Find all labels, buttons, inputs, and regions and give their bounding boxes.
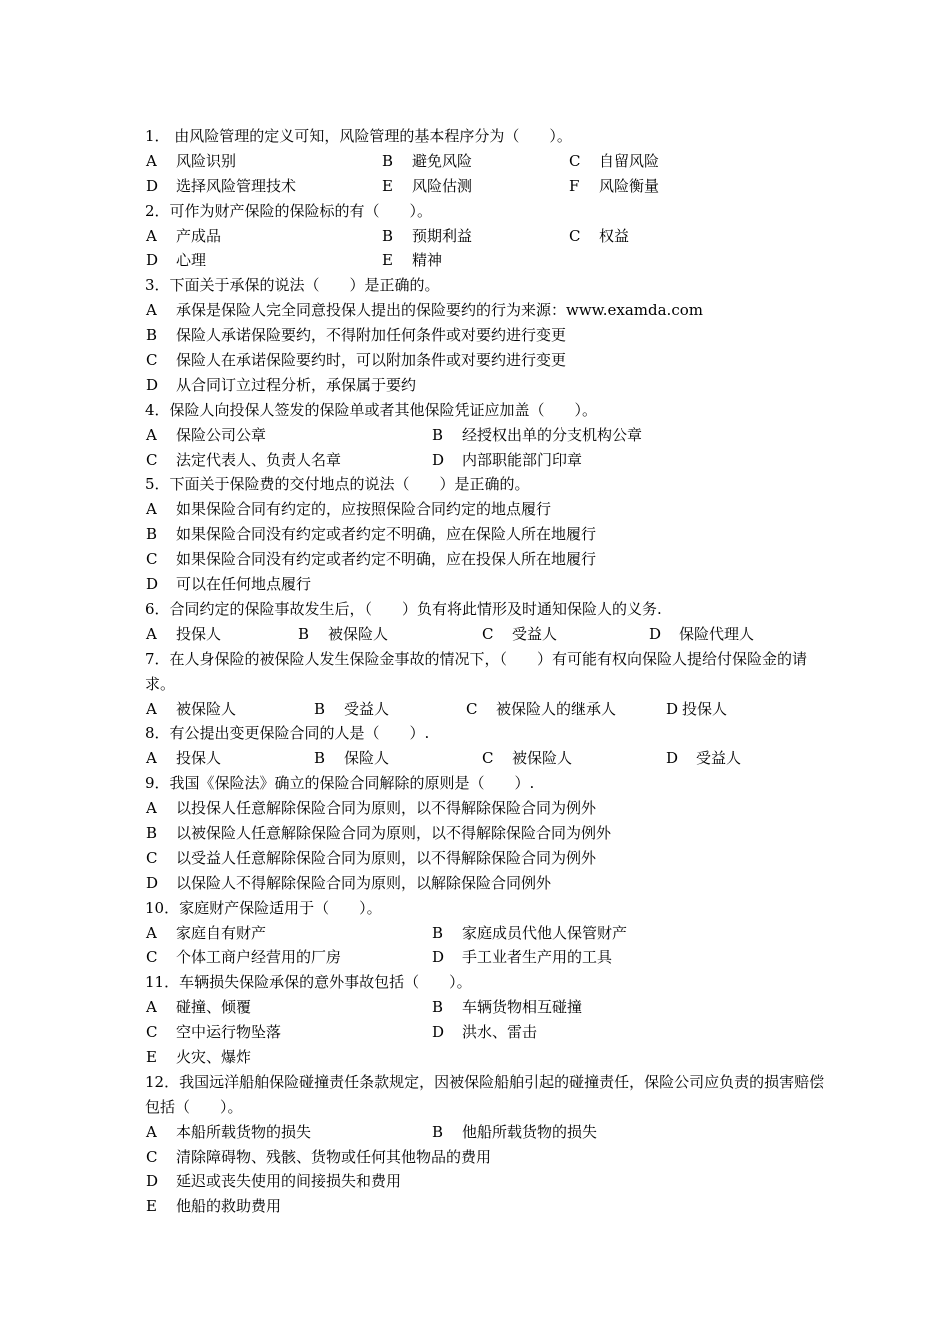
question-4-stem: 4．保险人向投保人签发的保险单或者其他保险凭证应加盖（ ）。 xyxy=(145,400,598,419)
question-12-stem: 12．我国远洋船舶保险碰撞责任条款规定，因被保险船舶引起的碰撞责任，保险公司应负责的损害赔偿包括（ ）。 xyxy=(145,1072,825,1116)
question-10-stem: 10．家庭财产保险适用于（ ）。 xyxy=(145,898,382,917)
question-3-option-row xyxy=(143,298,833,323)
option-b xyxy=(143,522,596,547)
option-letter: B xyxy=(146,823,158,842)
question-2-option-row xyxy=(143,248,833,273)
question-4-option-row xyxy=(143,423,833,448)
option-letter: C xyxy=(569,151,581,170)
question-11-option-row xyxy=(143,1045,833,1070)
option-letter: A xyxy=(146,226,157,245)
option-text: 保险公司公章 xyxy=(176,425,267,444)
option-letter: D xyxy=(649,624,662,643)
option-d xyxy=(429,945,612,970)
option-c xyxy=(479,746,572,771)
question-11-option-row xyxy=(143,1020,833,1045)
option-text: 被保险人 xyxy=(512,749,573,768)
option-a xyxy=(143,298,703,323)
option-letter: C xyxy=(146,550,158,569)
question-12-option-row xyxy=(143,1194,833,1219)
option-text: 经授权出单的分支机构公章 xyxy=(462,425,643,444)
question-6-option-row xyxy=(143,622,833,647)
option-a xyxy=(143,224,221,249)
option-letter: A xyxy=(146,500,157,519)
option-text: 法定代表人、负责人名章 xyxy=(176,450,342,469)
option-b xyxy=(311,746,389,771)
option-letter: A xyxy=(146,998,157,1017)
option-a xyxy=(143,423,266,448)
option-d xyxy=(143,373,416,398)
option-text: 投保人 xyxy=(176,749,222,768)
option-text: 保险代理人 xyxy=(679,624,755,643)
option-text: 可以在任何地点履行 xyxy=(176,575,312,594)
option-c xyxy=(143,1020,281,1045)
option-text: 延迟或丧失使用的间接损失和费用 xyxy=(176,1172,402,1191)
question-12-option-row xyxy=(143,1145,833,1170)
question-12-option-row xyxy=(143,1169,833,1194)
option-b xyxy=(429,995,582,1020)
option-c xyxy=(143,448,341,473)
option-text: 火灾、爆炸 xyxy=(176,1047,252,1066)
option-letter: B xyxy=(382,226,394,245)
option-letter: E xyxy=(382,251,393,270)
option-b xyxy=(143,323,566,348)
option-text: 如果保险合同没有约定或者约定不明确，应在保险人所在地履行 xyxy=(176,525,597,544)
option-text: 投保人 xyxy=(682,699,728,718)
question-9-option-row xyxy=(143,821,833,846)
option-c xyxy=(143,1145,491,1170)
option-e xyxy=(379,248,442,273)
option-letter: C xyxy=(146,450,158,469)
option-text: 保险人在承诺保险要约时，可以附加条件或对要约进行变更 xyxy=(176,351,567,370)
option-letter: A xyxy=(146,923,157,942)
option-letter: E xyxy=(382,176,393,195)
option-letter: E xyxy=(146,1047,157,1066)
option-text: 被保险人的继承人 xyxy=(496,699,617,718)
question-1-option-row xyxy=(143,174,833,199)
question-3-option-row xyxy=(143,323,833,348)
option-text: 洪水、雷击 xyxy=(462,1023,538,1042)
option-letter: D xyxy=(432,948,445,967)
option-a xyxy=(143,796,596,821)
question-2-option-row xyxy=(143,224,833,249)
option-letter: D xyxy=(146,375,159,394)
option-c xyxy=(566,149,659,174)
question-8-option-row xyxy=(143,746,833,771)
option-letter: C xyxy=(146,1023,158,1042)
question-11-option-row xyxy=(143,995,833,1020)
question-2-stem: 2．可作为财产保险的保险标的有（ ）。 xyxy=(145,201,433,220)
option-letter: B xyxy=(298,624,310,643)
option-text: 受益人 xyxy=(512,624,558,643)
question-5-option-row xyxy=(143,497,833,522)
option-a xyxy=(143,995,251,1020)
option-text: 从合同订立过程分析，承保属于要约 xyxy=(176,375,417,394)
option-letter: C xyxy=(466,699,478,718)
option-letter: D xyxy=(666,699,679,718)
option-letter: C xyxy=(146,351,158,370)
option-text: 个体工商户经营用的厂房 xyxy=(176,948,342,967)
option-a xyxy=(143,497,551,522)
option-d xyxy=(646,622,754,647)
option-a xyxy=(143,746,221,771)
option-d xyxy=(143,248,206,273)
option-text: 风险估测 xyxy=(412,176,473,195)
question-1-stem: 1． 由风险管理的定义可知，风险管理的基本程序分为（ ）。 xyxy=(145,127,572,145)
option-letter: B xyxy=(314,699,326,718)
option-text: 空中运行物坠落 xyxy=(176,1023,282,1042)
option-c xyxy=(463,697,616,722)
option-c xyxy=(143,945,341,970)
option-text: 如果保险合同有约定的，应按照保险合同约定的地点履行 xyxy=(176,500,552,519)
option-d xyxy=(666,697,727,722)
option-b xyxy=(143,821,611,846)
question-7-stem: 7．在人身保险的被保险人发生保险金事故的情况下，（ ）有可能有权向保险人提给付保险金的请求。 xyxy=(145,649,808,693)
option-letter: D xyxy=(146,176,159,195)
option-letter: B xyxy=(432,923,444,942)
question-3-option-row xyxy=(143,373,833,398)
option-text: 他船所载货物的损失 xyxy=(462,1122,598,1141)
option-letter: D xyxy=(146,575,159,594)
option-d xyxy=(143,174,296,199)
question-8-stem: 8．有公提出变更保险合同的人是（ ）. xyxy=(145,724,430,743)
option-letter: C xyxy=(146,848,158,867)
option-b xyxy=(379,149,472,174)
option-c xyxy=(143,846,596,871)
option-d xyxy=(429,1020,537,1045)
option-text: 避免风险 xyxy=(412,151,473,170)
option-b xyxy=(429,423,642,448)
option-d xyxy=(143,1169,401,1194)
option-text: 投保人 xyxy=(176,624,222,643)
option-text: 受益人 xyxy=(344,699,390,718)
option-text: 保险人承诺保险要约，不得附加任何条件或对要约进行变更 xyxy=(176,326,567,345)
option-letter: D xyxy=(146,251,159,270)
option-text: 手工业者生产用的工具 xyxy=(462,948,613,967)
option-letter: D xyxy=(146,1172,159,1191)
option-a xyxy=(143,921,266,946)
option-letter: B xyxy=(432,998,444,1017)
option-c xyxy=(143,348,566,373)
option-letter: A xyxy=(146,699,157,718)
option-letter: C xyxy=(569,226,581,245)
option-c xyxy=(143,547,596,572)
question-9-option-row xyxy=(143,796,833,821)
option-c xyxy=(566,224,629,249)
option-text: 车辆货物相互碰撞 xyxy=(462,998,583,1017)
option-text: 风险衡量 xyxy=(599,176,660,195)
question-9-option-row xyxy=(143,846,833,871)
option-text: 受益人 xyxy=(696,749,742,768)
option-text: 自留风险 xyxy=(599,151,660,170)
option-a xyxy=(143,149,236,174)
option-text: 选择风险管理技术 xyxy=(176,176,297,195)
option-letter: D xyxy=(666,749,679,768)
option-text: 被保险人 xyxy=(176,699,237,718)
option-letter: A xyxy=(146,425,157,444)
option-letter: A xyxy=(146,749,157,768)
question-9-option-row xyxy=(143,871,833,896)
option-letter: B xyxy=(146,326,158,345)
question-5-option-row xyxy=(143,522,833,547)
option-letter: E xyxy=(146,1197,157,1216)
option-letter: C xyxy=(482,749,494,768)
question-10-option-row xyxy=(143,945,833,970)
option-letter: B xyxy=(432,425,444,444)
option-letter: A xyxy=(146,301,157,320)
option-letter: A xyxy=(146,151,157,170)
option-letter: A xyxy=(146,799,157,818)
question-7-option-row xyxy=(143,697,833,722)
question-1-option-row xyxy=(143,149,833,174)
option-letter: B xyxy=(146,525,158,544)
option-text: 家庭自有财产 xyxy=(176,923,267,942)
option-letter: D xyxy=(432,1023,445,1042)
option-d xyxy=(429,448,582,473)
option-letter: D xyxy=(146,873,159,892)
option-text: 如果保险合同没有约定或者约定不明确，应在投保人所在地履行 xyxy=(176,550,597,569)
option-d xyxy=(663,746,741,771)
option-a xyxy=(143,697,236,722)
option-a xyxy=(143,622,221,647)
option-text: 风险识别 xyxy=(176,151,237,170)
option-letter: A xyxy=(146,1122,157,1141)
option-text: 被保险人 xyxy=(328,624,389,643)
option-text: 心理 xyxy=(176,251,207,270)
question-list xyxy=(143,124,833,1219)
option-e xyxy=(379,174,472,199)
option-letter: C xyxy=(482,624,494,643)
question-3-stem: 3．下面关于承保的说法（ ）是正确的。 xyxy=(145,276,440,295)
question-5-option-row xyxy=(143,572,833,597)
option-b xyxy=(311,697,389,722)
option-text: 以受益人任意解除保险合同为原则，以不得解除保险合同为例外 xyxy=(176,848,597,867)
question-9-stem: 9．我国《保险法》确立的保险合同解除的原则是（ ）. xyxy=(145,774,535,793)
option-text: 以投保人任意解除保险合同为原则，以不得解除保险合同为例外 xyxy=(176,799,597,818)
option-text: 他船的救助费用 xyxy=(176,1197,282,1216)
question-6-stem: 6．合同约定的保险事故发生后，（ ）负有将此情形及时通知保险人的义务. xyxy=(145,599,662,618)
option-e xyxy=(143,1194,281,1219)
option-d xyxy=(143,871,551,896)
option-text: 权益 xyxy=(599,226,630,245)
option-letter: B xyxy=(382,151,394,170)
option-text: 碰撞、倾覆 xyxy=(176,998,252,1017)
option-c xyxy=(479,622,557,647)
option-letter: F xyxy=(569,176,580,195)
option-text: 承保是保险人完全同意投保人提出的保险要约的行为来源：www.examda.com xyxy=(176,301,703,320)
option-e xyxy=(143,1045,251,1070)
option-b xyxy=(429,1120,597,1145)
question-5-stem: 5．下面关于保险费的交付地点的说法（ ）是正确的。 xyxy=(145,475,530,494)
option-text: 保险人 xyxy=(344,749,390,768)
option-letter: C xyxy=(146,1147,158,1166)
option-text: 清除障碍物、残骸、货物或任何其他物品的费用 xyxy=(176,1147,492,1166)
question-5-option-row xyxy=(143,547,833,572)
option-text: 以保险人不得解除保险合同为原则，以解除保险合同例外 xyxy=(176,873,552,892)
option-text: 预期利益 xyxy=(412,226,473,245)
question-4-option-row xyxy=(143,448,833,473)
option-text: 本船所载货物的损失 xyxy=(176,1122,312,1141)
question-10-option-row xyxy=(143,921,833,946)
option-letter: B xyxy=(432,1122,444,1141)
option-text: 产成品 xyxy=(176,226,222,245)
option-a xyxy=(143,1120,311,1145)
option-text: 家庭成员代他人保管财产 xyxy=(462,923,628,942)
option-text: 以被保险人任意解除保险合同为原则，以不得解除保险合同为例外 xyxy=(176,823,612,842)
option-letter: C xyxy=(146,948,158,967)
option-f xyxy=(566,174,659,199)
question-12-option-row xyxy=(143,1120,833,1145)
option-b xyxy=(429,921,627,946)
option-b xyxy=(379,224,472,249)
option-letter: B xyxy=(314,749,326,768)
option-b xyxy=(295,622,388,647)
option-letter: A xyxy=(146,624,157,643)
option-text: 精神 xyxy=(412,251,443,270)
option-text: 内部职能部门印章 xyxy=(462,450,583,469)
option-d xyxy=(143,572,311,597)
question-3-option-row xyxy=(143,348,833,373)
option-letter: D xyxy=(432,450,445,469)
question-11-stem: 11．车辆损失保险承保的意外事故包括（ ）。 xyxy=(145,973,472,992)
